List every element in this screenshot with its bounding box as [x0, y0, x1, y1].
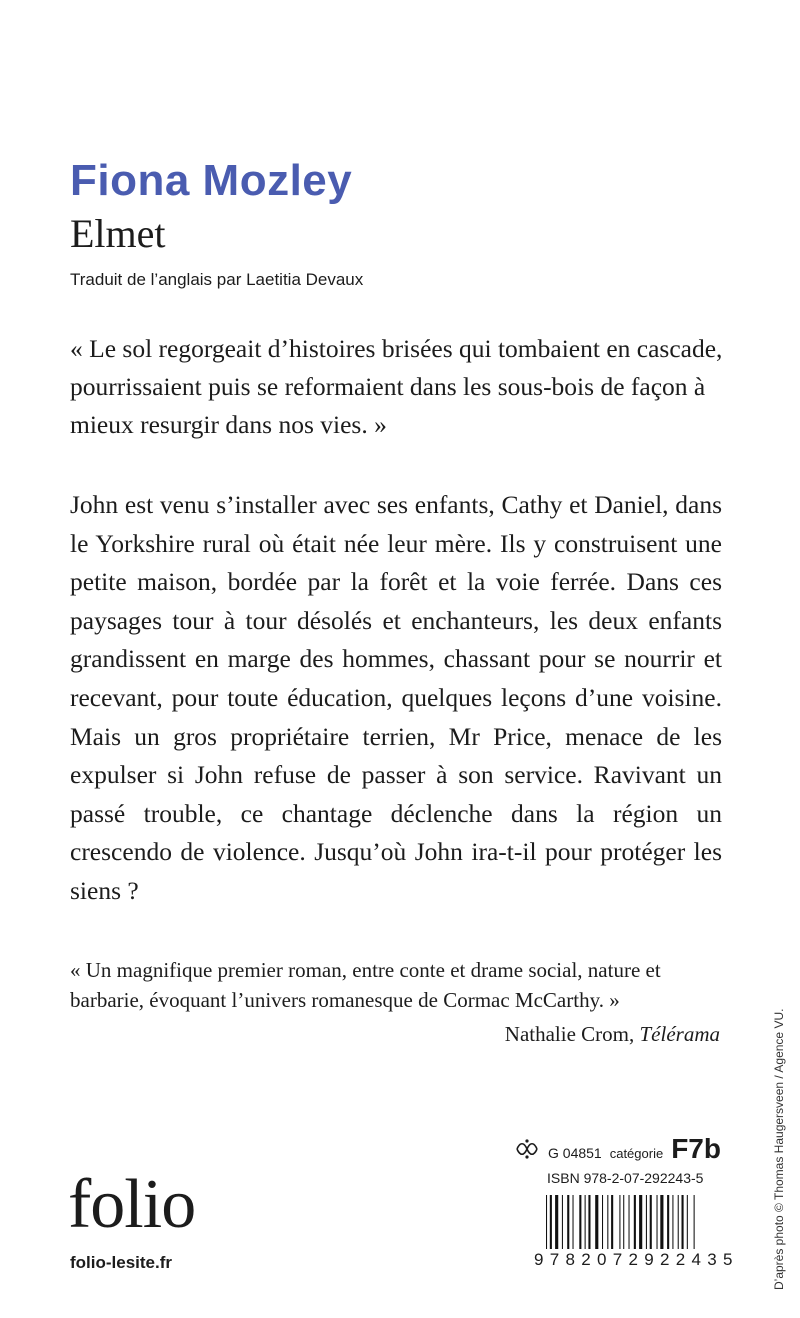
barcode-bar: [650, 1195, 652, 1249]
review-publication: Télérama: [639, 1022, 720, 1046]
barcode-bar: [602, 1195, 603, 1249]
barcode-bar: [573, 1195, 574, 1249]
barcode-bar: [585, 1195, 586, 1249]
author-name: Fiona Mozley: [70, 156, 353, 205]
barcode-bar: [555, 1195, 558, 1249]
barcode-bar: [687, 1195, 688, 1249]
product-code: G 04851: [548, 1145, 602, 1161]
review-critic: Nathalie Crom,: [504, 1022, 635, 1046]
review-attribution: [505, 1022, 720, 1047]
barcode-bar: [579, 1195, 581, 1249]
barcode-digits: 9782072922435: [534, 1250, 739, 1269]
barcode-bar: [623, 1195, 624, 1249]
excerpt-quote: « Le sol regorgeait d’histoires brisées qui tombaient en cascade, pourrissaient puis se reformaient dans les sous-bois de façon à mieux resurgir dans nos vies. »: [70, 334, 723, 439]
barcode-bar: [694, 1195, 695, 1249]
barcode-bar: [611, 1195, 613, 1249]
book-summary: John est venu s’installer avec ses enfants, Cathy et Daniel, dans le Yorkshire rural où était née leur mère. Ils y construisent une petite maison, bordée par la forêt et la voie ferrée. Dans ces paysages tour à tour désolés et enchanteurs, les deux enfants grandissent en marge des hommes, chassant pour se nourrir et recevant, pour toute éducation, quelques leçons d’une voisine. Mais un gros propriétaire terrien, Mr Price, menace de les expulser si John refuse de passer à son service. Ravivant un passé trouble, ce chantage déclenche dans la région un crescendo de violence. Jusqu’où John ira-t-il pour protéger les siens ?: [70, 490, 722, 905]
barcode-bar: [562, 1195, 563, 1249]
gallimard-mark-icon: [514, 1138, 540, 1160]
publisher-website: folio-lesite.fr: [70, 1253, 173, 1272]
barcode-bar: [672, 1195, 673, 1249]
barcode-bar: [667, 1195, 669, 1249]
barcode-bar: [607, 1195, 608, 1249]
book-title: Elmet: [70, 211, 166, 256]
barcode-bar: [646, 1195, 647, 1249]
barcode-bar: [682, 1195, 684, 1249]
category-value: F7b: [671, 1133, 721, 1164]
barcode-bar: [588, 1195, 590, 1249]
barcode-bar: [550, 1195, 552, 1249]
barcode-bar: [657, 1195, 658, 1249]
barcode: [546, 1195, 718, 1249]
barcode-bar: [546, 1195, 547, 1249]
category-label: catégorie: [609, 1146, 664, 1161]
press-review: « Un magnifique premier roman, entre conte et drame social, nature et barbarie, évoquant l’univers romanesque de Cormac McCarthy. »: [70, 958, 661, 1012]
barcode-bar: [678, 1195, 679, 1249]
translator-credit: Traduit de l’anglais par Laetitia Devaux: [70, 270, 364, 289]
photo-credit: D’après photo © Thomas Haugersveen / Agence VU.: [772, 1008, 786, 1290]
isbn-number: ISBN 978-2-07-292243-5: [547, 1170, 704, 1186]
product-code-line: [514, 1133, 721, 1165]
barcode-bar: [567, 1195, 569, 1249]
barcode-bar: [619, 1195, 620, 1249]
barcode-bar: [634, 1195, 636, 1249]
barcode-bar: [639, 1195, 642, 1249]
barcode-bar: [595, 1195, 598, 1249]
barcode-bar: [660, 1195, 663, 1249]
barcode-bar: [629, 1195, 630, 1249]
publisher-logo: folio: [68, 1166, 196, 1243]
